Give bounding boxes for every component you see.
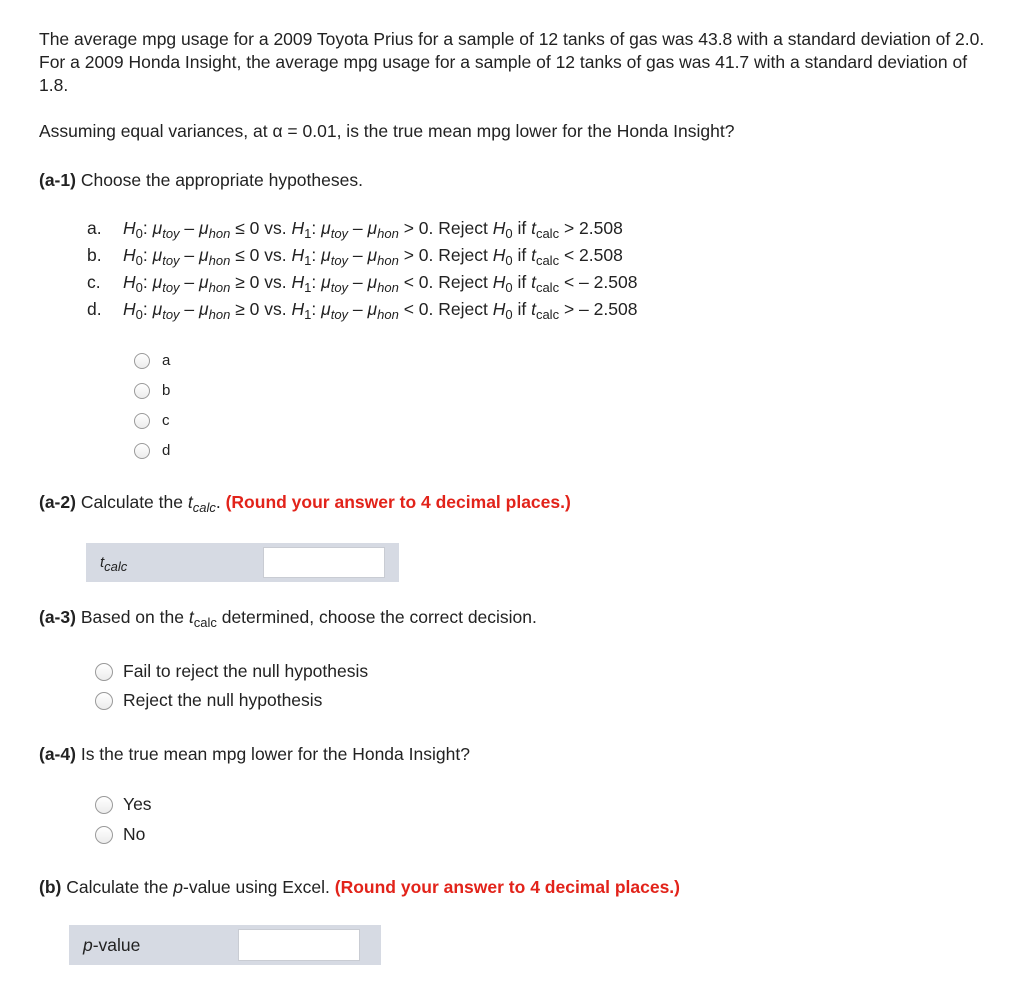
a4-label: (a-4): [39, 744, 76, 764]
tcalc-input[interactable]: [263, 547, 385, 578]
a2-hint: (Round your answer to 4 decimal places.): [225, 492, 571, 512]
a4-choice-no: No: [123, 824, 146, 844]
a3-radio-fail-to-reject[interactable]: [95, 663, 113, 681]
a1-radio-a[interactable]: [134, 353, 150, 369]
hypothesis-c: c. $H_0$: $\mu_{toy} - \mu_{hon} \ge 0$ vs. $H_1$: $\mu_{toy} - \mu_{hon} < 0$. Reject $H_0$ if $t_{calc}$ < – 2.508: [87, 272, 638, 295]
a2-answer-row: [86, 543, 399, 582]
a1-radio-d-label: d: [162, 442, 171, 459]
a1-label: (a-1): [39, 170, 76, 190]
a2-label: (a-2): [39, 492, 76, 512]
b-label: (b): [39, 877, 62, 897]
a1-radio-b-label: b: [162, 382, 171, 399]
a1-radio-b[interactable]: [134, 383, 150, 399]
hypothesis-b: b. $H_0$: $\mu_{toy} - \mu_{hon} \le 0$ vs. $H_1$: $\mu_{toy} - \mu_{hon} > 0$. Reject $H_0$ if $t_{calc} < 2.508$: [87, 245, 623, 268]
b-heading: (b) Calculate the p-value using Excel. (Round your answer to 4 decimal places.): [39, 877, 680, 897]
a3-radio-reject[interactable]: [95, 692, 113, 710]
a1-text: Choose the appropriate hypotheses.: [80, 170, 363, 190]
hypothesis-d: d. $H_0$: $\mu_{toy} - \mu_{hon} \ge 0$ vs. $H_1$: $\mu_{toy} - \mu_{hon} < 0$. Reject $H_0$ if $t_{calc}$ > – 2.508: [87, 299, 638, 322]
pvalue-label: p-value: [83, 935, 141, 955]
a1-radio-a-label: a: [162, 352, 171, 369]
problem-intro: The average mpg usage for a 2009 Toyota Prius for a sample of 12 tanks of gas was 43.8 with a standard deviation of 2.0. For a 2009 Honda Insight, the average mpg usage for a sample of 12 tanks of gas was 41.7 with a standard deviation of 1.8.: [39, 29, 985, 95]
a3-label: (a-3): [39, 607, 76, 627]
a4-radio-no[interactable]: [95, 826, 113, 844]
a2-heading: (a-2) Calculate the $t_{calc}$. (Round your answer to 4 decimal places.): [39, 492, 571, 515]
a1-radio-d[interactable]: [134, 443, 150, 459]
a4-heading: (a-4) Is the true mean mpg lower for the Honda Insight?: [39, 744, 470, 764]
a3-choice-reject: Reject the null hypothesis: [123, 690, 323, 710]
b-hint: (Round your answer to 4 decimal places.): [334, 877, 680, 897]
a4-choice-yes: Yes: [123, 794, 152, 814]
b-answer-row: [69, 925, 381, 965]
hypothesis-a: a. $H_0$: $\mu_{toy} - \mu_{hon} \le 0$ vs. $H_1$: $\mu_{toy} - \mu_{hon} > 0$. Reject $H_0$ if $t_{calc} > 2.508$: [87, 218, 623, 241]
problem-question: Assuming equal variances, at α = 0.01, is the true mean mpg lower for the Honda Insight?: [39, 121, 735, 141]
a1-radio-c-label: c: [162, 412, 170, 429]
a1-radio-c[interactable]: [134, 413, 150, 429]
tcalc-label: $t_{calc}$: [100, 554, 128, 574]
a4-radio-yes[interactable]: [95, 796, 113, 814]
a3-choice-fail-to-reject: Fail to reject the null hypothesis: [123, 661, 369, 681]
pvalue-input[interactable]: [238, 929, 360, 961]
a3-heading: (a-3) Based on the $t_{calc}$ determined, choose the correct decision.: [39, 607, 537, 630]
a1-heading: [39, 170, 363, 191]
